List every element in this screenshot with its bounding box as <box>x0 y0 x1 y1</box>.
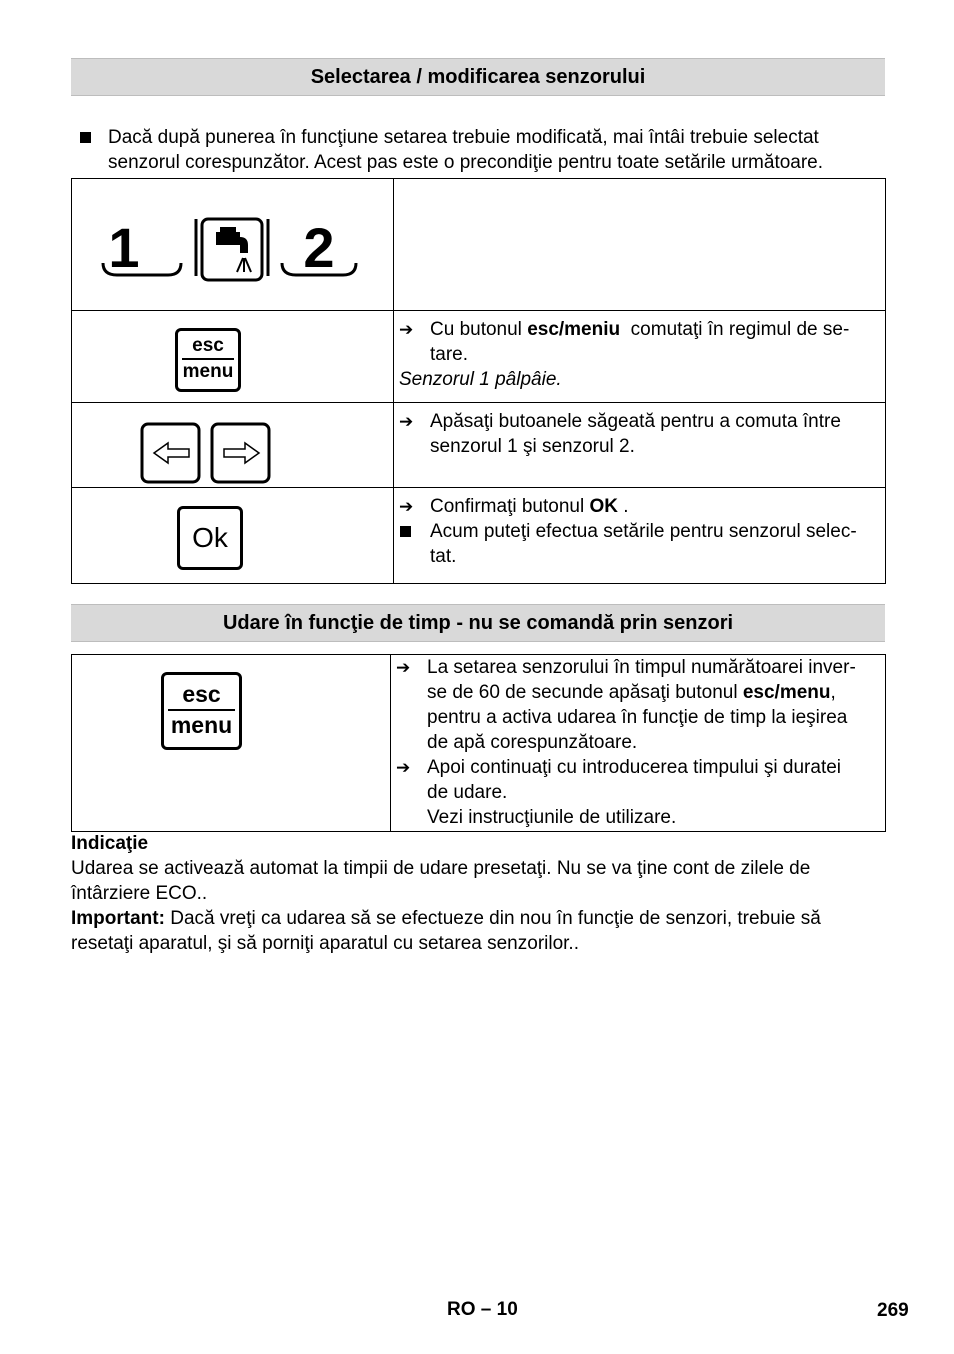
arrow-right-icon: ➔ <box>399 412 414 431</box>
table-row <box>72 655 886 832</box>
arrow-keys-icon <box>72 403 394 488</box>
ok-key-cell <box>72 488 394 584</box>
steps-table-time <box>71 654 886 832</box>
arrow-right-icon: ➔ <box>396 658 411 677</box>
section-title-time-watering: Udare în funcţie de timp - nu se comandă prin senzori <box>71 604 885 642</box>
steps-table-sensor <box>71 178 886 584</box>
square-bullet-icon <box>400 526 411 537</box>
ok-key: Ok <box>177 506 243 570</box>
esc-key-cell <box>72 311 394 403</box>
sensor-1-digit: 1 <box>108 216 140 279</box>
esc-menu-key-large: esc menu <box>161 672 242 750</box>
sensor-display-icon <box>72 179 394 310</box>
table-row <box>72 311 886 403</box>
section-title-sensor-select: Selectarea / modificarea senzorului <box>71 58 885 96</box>
arrows-step-description: ➔ Apăsaţi butoanele săgeată pentru a comuta între senzorul 1 şi senzorul 2. <box>394 403 886 488</box>
note-text: Udarea se activează automat la timpii de udare presetaţi. Nu se va ţine cont de zilele de întârziere ECO.. <box>71 858 811 904</box>
arrow-right-key <box>212 424 269 482</box>
intro-paragraph <box>76 125 888 175</box>
faucet-icon <box>216 227 251 272</box>
esc-step-description: ➔ Cu butonul esc/meniu comutaţi în regimul de se- tare. Senzorul 1 pâlpâie. <box>394 311 886 403</box>
table-row <box>72 179 886 311</box>
arrow-right-icon: ➔ <box>396 758 411 777</box>
square-bullet-icon <box>80 132 91 143</box>
sensor-2-digit: 2 <box>303 216 335 279</box>
arrow-right-icon: ➔ <box>399 497 414 516</box>
page-number: 269 <box>877 1300 909 1321</box>
note-block <box>71 831 883 956</box>
display-illustration-cell <box>72 179 394 311</box>
table-row <box>72 403 886 488</box>
table-row <box>72 488 886 584</box>
ok-step-description: ➔ Confirmaţi butonul OK . Acum puteţi efectua setările pentru senzorul selec- tat. <box>394 488 886 584</box>
arrow-right-icon: ➔ <box>399 320 414 339</box>
arrow-left-key <box>142 424 199 482</box>
esc-menu-key: esc menu <box>175 328 241 392</box>
empty-cell <box>394 179 886 311</box>
arrow-keys-cell <box>72 403 394 488</box>
footer-section-label: RO – 10 <box>447 1299 518 1320</box>
esc-key-cell-large <box>72 655 391 832</box>
intro-text: Dacă după punerea în funcţiune setarea trebuie modificată, mai întâi trebuie selectat senzorul corespunzător. Acest pas este o precondiţie pentru toate setările următoare. <box>108 127 824 173</box>
important-paragraph: Important: Dacă vreţi ca udarea să se efectueze din nou în funcţie de senzori, trebuie să resetaţi aparatul, şi să porniţi aparatul cu setarea senzorilor.. <box>71 908 821 954</box>
note-heading: Indicaţie <box>71 833 149 854</box>
time-watering-description: ➔ La setarea senzorului în timpul numărătoarei inver- se de 60 de secunde apăsaţi butonul esc/menu, pentru a activa udarea în funcţie de timp la ieşirea de apă corespunzătoare. ➔ Apoi continuaţi cu introducerea timpului şi duratei de udare. Vezi instrucţiunile de utilizare. <box>391 655 886 832</box>
